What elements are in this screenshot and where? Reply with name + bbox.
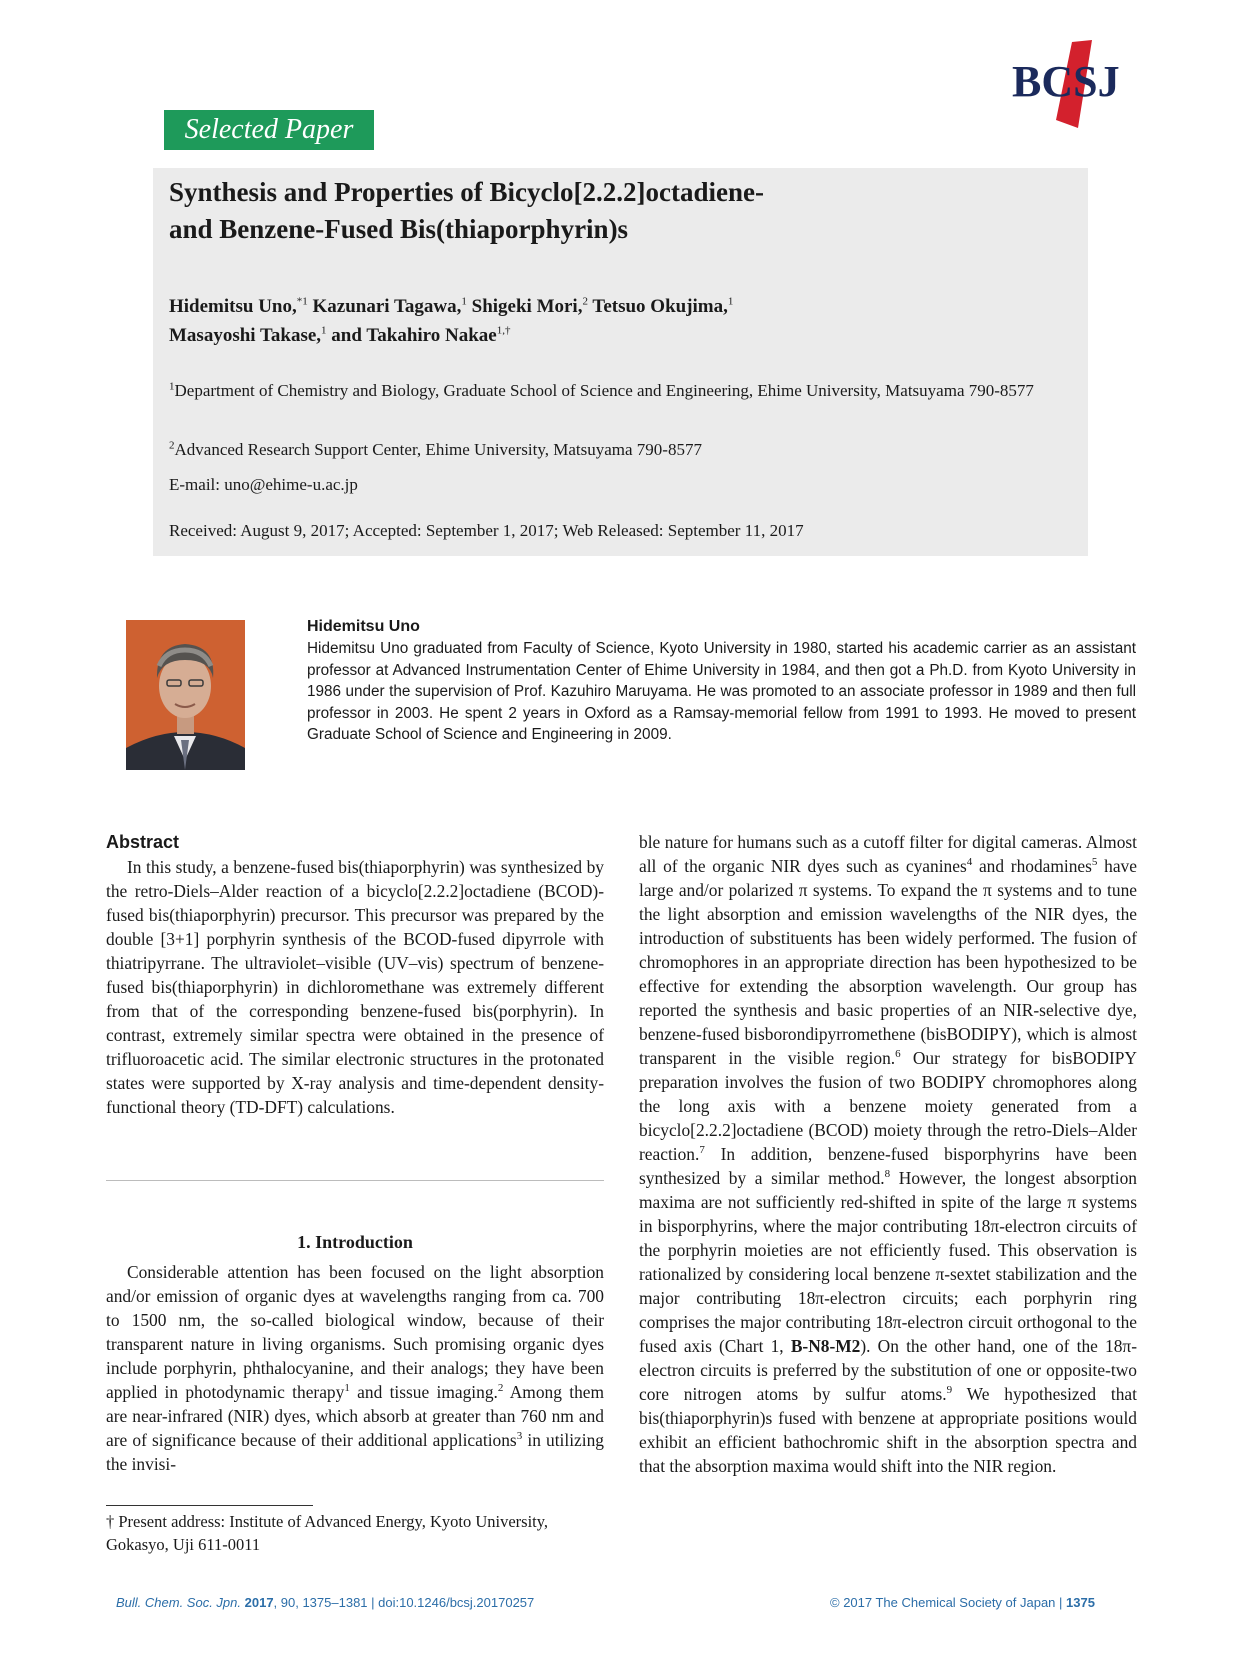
footnote-rule [106,1505,313,1506]
author-sup: 2 [582,295,588,308]
page-number: 1375 [1066,1595,1095,1610]
intro-paragraph [106,1260,604,1476]
intro-text: and rhodamines [978,856,1092,876]
article-title [169,174,929,248]
intro-text: have large and/or polarized π systems. To expand the π systems and to tune the light absorption and emission wavelengths of the NIR dyes, the introduction of substituents has been widely performed. The fusion of chromophores in an appropriate direction has been hypothesized to be effective for extending the absorption wavelength. Our group has reported the synthesis and basic properties of an NIR-selective dye, benzene-fused bisborondipyrromethene (bisBODIPY), which is almost transparent in the visible region. [639,856,1137,1068]
title-line-1: Synthesis and Properties of Bicyclo[2.2.2]octadiene- [169,177,764,207]
footer-journal: Bull. Chem. Soc. Jpn. [116,1595,241,1610]
citation-ref[interactable]: 9 [946,1384,953,1397]
intro-text: Our strategy for bisBODIPY preparation involves the fusion of two BODIPY chromophores along the long axis with a benzene moiety generated from a bicyclo[2.2.2]octadiene (BCOD) moiety through the retro-Diels–Alder reaction. [639,1048,1137,1164]
citation-ref[interactable]: 5 [1091,856,1098,869]
citation-ref[interactable]: 4 [966,856,973,869]
intro-text: Considerable attention has been focused on the light absorption and/or emission of organic dyes at wavelengths ranging from ca. 700 to 1500 nm, the so-called biological window, because of their transparent nature in living organisms. Such promising organic dyes include porphyrin, phthalocyanine, and their analogs; they have been applied in photodynamic therapy [106,1262,604,1402]
intro-body-left [106,1260,604,1476]
affiliation-text: Department of Chemistry and Biology, Graduate School of Science and Engineering, Ehime University, Matsuyama 790-8577 [174,381,1034,400]
author-name: Masayoshi Takase, [169,325,322,346]
footer-year: 2017 [244,1595,274,1610]
copyright-text: © 2017 The Chemical Society of Japan | [830,1595,1063,1610]
author-name: Tetsuo Okujima, [592,296,728,317]
affiliation-sup: 1 [169,380,175,393]
footer-copyright [830,1594,1095,1612]
intro-text: and tissue imaging. [357,1382,498,1402]
abstract-text: In this study, a benzene-fused bis(thiaporphyrin) was synthesized by the retro-Diels–Alder reaction of a bicyclo[2.2.2]octadiene (BCOD)-fused bis(thiaporphyrin) precursor. This precursor was prepared by the double [3+1] porphyrin synthesis of the BCOD-fused dipyrrole with thiatripyrrane. The ultraviolet–visible (UV–vis) spectrum of benzene-fused bis(thiaporphyrin) in dichloromethane was extremely different from that of the corresponding benzene-fused bis(porphyrin). In contrast, extremely similar spectra were obtained in the presence of trifluoroacetic acid. The similar electronic structures in the protonated states were supported by X-ray analysis and time-dependent density-functional theory (TD-DFT) calculations. [106,857,604,1117]
received-dates: Received: August 9, 2017; Accepted: September 1, 2017; Web Released: September 11, 2017 [169,521,804,540]
citation-ref[interactable]: 6 [895,1048,901,1061]
author-list [169,292,1049,350]
intro-text: Among them are near-infrared (NIR) dyes, which absorb at greater than 760 nm and are of significance because of their additional applications [106,1382,605,1450]
contact-email[interactable]: E-mail: uno@ehime-u.ac.jp [169,475,358,494]
author-sup: 1 [461,295,467,308]
author-sup: 1 [727,295,734,308]
bio-text: Hidemitsu Uno graduated from Faculty of Science, Kyoto University in 1980, started his academic carrier as an assistant professor at Advanced Instrumentation Center of Ehime University in 1984, and then got a Ph.D. from Kyoto University in 1986 under the supervision of Prof. Kazuhiro Maruyama. He was promoted to an associate professor in 1989 and then full professor in 2003. He spent 2 years in Oxford as a Ramsay-memorial fellow from 1991 to 1993. He moved to present Graduate School of Science and Engineering in 2009. [307,640,1136,744]
intro-text: We hypothesized that bis(thiaporphyrin)s fused with benzene at appropriate positions would exhibit an efficient bathochromic shift in the absorption spectra and that the absorption maxima would shift into the NIR region. [639,1384,1137,1476]
author-name: Shigeki Mori, [471,296,583,317]
affiliation-sup: 2 [169,439,175,452]
intro-body-right [639,830,1137,1478]
abstract-heading: Abstract [106,832,180,852]
author-name: and Takahiro Nakae [331,325,497,346]
affiliation-1 [169,378,1049,403]
citation-ref[interactable]: 1 [344,1382,350,1395]
intro-text: ). On the other hand, one of the 18π-electron circuits is preferred by the substitution of one or opposite-two core nitrogen atoms by sulfur atoms. [639,1336,1138,1404]
footer-doi[interactable]: , 90, 1375–1381 | doi:10.1246/bcsj.20170257 [273,1595,535,1610]
intro-heading: 1. Introduction [297,1232,413,1252]
selected-paper-badge: Selected Paper [164,110,374,150]
author-photo [126,620,245,770]
author-name: Kazunari Tagawa, [312,296,462,317]
footer-citation [116,1594,534,1612]
bcsj-logo [1012,40,1142,130]
footnote: † Present address: Institute of Advanced Energy, Kyoto University, Gokasyo, Uji 611-0011 [106,1512,549,1554]
abstract-body [106,855,604,1119]
citation-ref[interactable]: 7 [699,1144,705,1157]
author-sup: 1,† [496,324,511,337]
citation-ref[interactable]: 2 [497,1382,504,1395]
author-name: Hidemitsu Uno, [169,296,297,317]
affiliation-2 [169,437,1049,462]
citation-ref[interactable]: 8 [884,1168,891,1181]
intro-text: ble nature for humans such as a cutoff filter for digital cameras. Almost all of the organic NIR dyes such as cyanines [639,832,1137,876]
intro-continued-paragraph [639,830,1137,1478]
intro-text: However, the longest absorption maxima are not sufficiently red-shifted in spite of the large π systems in bisporphyrins, where the major contributing 18π-electron circuits of the porphyrin moieties are not efficiently fused. This observation is rationalized by considering local benzene π-sextet stabilization and the major contributing 18π-electron circuits; each porphyrin ring comprises the major contributing 18π-electron circuit orthogonal to the fused axis (Chart 1, [639,1168,1137,1356]
intro-text: In addition, benzene-fused bisporphyrins have been synthesized by a similar method. [639,1144,1137,1188]
intro-text: in utilizing the invisi- [106,1430,604,1474]
bio-name: Hidemitsu Uno [307,618,420,635]
citation-ref[interactable]: 3 [516,1430,523,1443]
title-line-2: and Benzene-Fused Bis(thiaporphyrin)s [169,214,629,244]
affiliation-text: Advanced Research Support Center, Ehime University, Matsuyama 790-8577 [174,440,702,459]
logo-text: BCSJ [1012,57,1120,106]
author-sup: *1 [296,295,308,308]
author-sup: 1 [321,324,327,337]
compound-label: B-N8-M2 [790,1336,861,1356]
section-divider [106,1180,604,1181]
